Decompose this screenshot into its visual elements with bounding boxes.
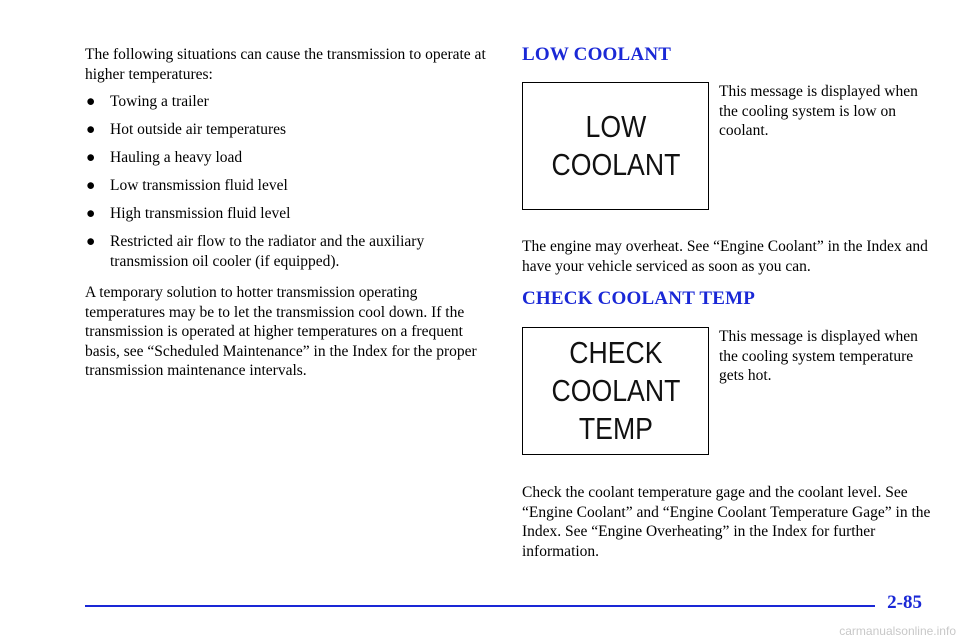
check-coolant-heading: CHECK COOLANT TEMP xyxy=(522,288,756,309)
bullet-icon: ● xyxy=(86,149,96,166)
display-line: CHECK xyxy=(568,335,663,370)
bullet-icon: ● xyxy=(86,177,96,194)
list-item: ● High transmission fluid level xyxy=(86,205,291,222)
watermark: carmanualsonline.info xyxy=(839,624,956,638)
conditions-list xyxy=(85,92,495,280)
footer-divider xyxy=(85,605,875,607)
page-number: 2-85 xyxy=(887,592,922,613)
list-item: ● Hauling a heavy load xyxy=(86,149,243,166)
list-item: ● Restricted air flow to the radiator and the auxiliary transmission oil cooler (if equipped). xyxy=(86,233,425,270)
low-coolant-display xyxy=(522,82,709,210)
bullet-icon: ● xyxy=(86,233,96,250)
list-item: ● Low transmission fluid level xyxy=(86,177,288,194)
low-coolant-body: The engine may overheat. See “Engine Coolant” in the Index and have your vehicle serviced as soon as you can. xyxy=(522,238,928,275)
display-line: COOLANT xyxy=(551,147,680,182)
list-item: ● Towing a trailer xyxy=(86,93,209,110)
bullet-icon: ● xyxy=(86,93,96,110)
low-coolant-heading: LOW COOLANT xyxy=(522,44,672,65)
cooldown-paragraph: A temporary solution to hotter transmission operating temperatures may be to let the transmission cool down. If the transmission is operated at higher temperatures on a frequent basis, see “Scheduled Maintenance” in the Index for the proper transmission maintenance intervals. xyxy=(85,284,477,379)
display-line: LOW xyxy=(585,109,646,144)
bullet-icon: ● xyxy=(86,205,96,222)
bullet-icon: ● xyxy=(86,121,96,138)
check-coolant-body: Check the coolant temperature gage and the coolant level. See “Engine Coolant” and “Engine Coolant Temperature Gage” in the Index. See “Engine Overheating” in the Index for further information. xyxy=(522,484,931,560)
low-coolant-description: This message is displayed when the cooling system is low on coolant. xyxy=(719,83,918,139)
check-coolant-description: This message is displayed when the cooling system temperature gets hot. xyxy=(719,328,918,384)
intro-paragraph: The following situations can cause the transmission to operate at higher temperatures: xyxy=(85,46,486,83)
list-item: ● Hot outside air temperatures xyxy=(86,121,287,138)
check-coolant-display xyxy=(522,327,709,455)
display-line: TEMP xyxy=(578,411,653,446)
display-line: COOLANT xyxy=(551,373,680,408)
